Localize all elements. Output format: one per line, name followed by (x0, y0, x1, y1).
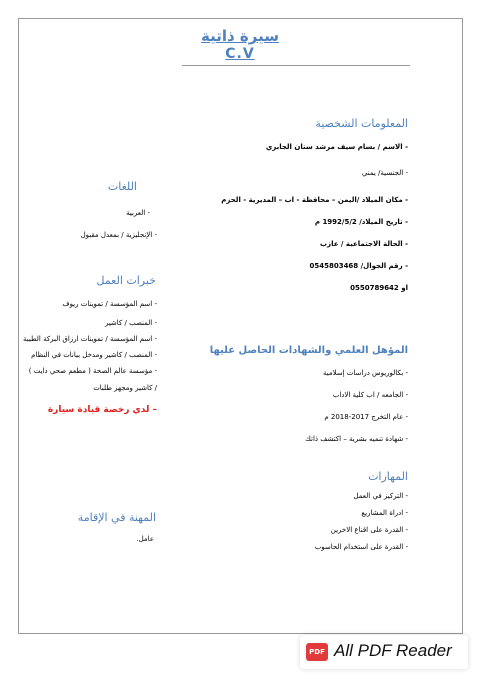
experience-item: - المنصب / كاشير (104, 319, 157, 327)
personal-nationality: - الجنسية/ يمني (361, 169, 408, 177)
personal-marital-status: - الحالة الاجتماعية / عازب (320, 240, 408, 248)
personal-mobile: - رقم الجوال/ 0545803468 (309, 262, 408, 270)
personal-name: - الاسم / بسام سيف مرشد سنان الجابري (265, 143, 408, 151)
education-item: - بكالوريوس دراسات إسلامية (322, 369, 408, 377)
experience-item: - مؤسسة عالم الصحة ( مطعم صحي دايت ) (28, 367, 157, 375)
personal-mobile-alt: او 0550789642 (350, 284, 408, 292)
personal-info-heading: المعلومات الشخصية (315, 117, 408, 130)
personal-birthdate: - تاريخ الميلاد/ 1992/5/2 م (314, 218, 408, 226)
education-item: - شهادة تنميه بشرية – اكتشف ذاتك (305, 435, 408, 443)
cv-title-arabic: سيرة ذاتية (201, 27, 279, 45)
education-item: - عام التخرج 2017-2018 م (324, 413, 408, 421)
residence-profession-value: عامل. (136, 535, 154, 543)
skill-item: - التركيز في العمل (353, 492, 408, 500)
cv-page (18, 18, 463, 634)
education-heading: المؤهل العلمي والشهادات الحاصل عليها (209, 345, 408, 356)
education-item: - الجامعه / اب كلية الاداب (332, 391, 408, 399)
header-divider (182, 65, 410, 66)
cv-title-english: C.V (225, 46, 255, 62)
experience-item: - اسم المؤسسة / تموينات ارزاق البركة الطيبة (23, 335, 157, 343)
driving-license-note: – لدي رخصة قيادة سيارة (47, 405, 157, 415)
experience-item: - المنصب / كاشير ومدخل بيانات في النظام (31, 351, 157, 359)
personal-birthplace: - مكان الميلاد /اليمن – محافظة - اب – المديرية - الحزم (221, 196, 408, 204)
all-pdf-reader-label: All PDF Reader (334, 641, 452, 660)
skills-heading: المهارات (368, 470, 408, 483)
skill-item: - ادراة المشاريع (361, 509, 408, 517)
residence-profession-heading: المهنة في الإقامة (77, 511, 156, 524)
skill-item: - القدرة على اقناع الاخرين (330, 526, 408, 534)
skill-item: - القدرة على استخدام الحاسوب (314, 543, 408, 551)
experience-item: - اسم المؤسسة / تموينات ريوف (62, 300, 157, 308)
experience-item: / كاشير ومجهز طلبات (93, 384, 157, 392)
language-item: - العربية (126, 209, 150, 217)
experience-heading: خبرات العمل (96, 274, 156, 287)
pdf-icon: PDF (306, 643, 328, 661)
languages-heading: اللغات (107, 180, 137, 193)
all-pdf-reader-watermark (300, 635, 468, 669)
language-item: - الإنجليزية / بمعدل مقبول (80, 231, 157, 239)
